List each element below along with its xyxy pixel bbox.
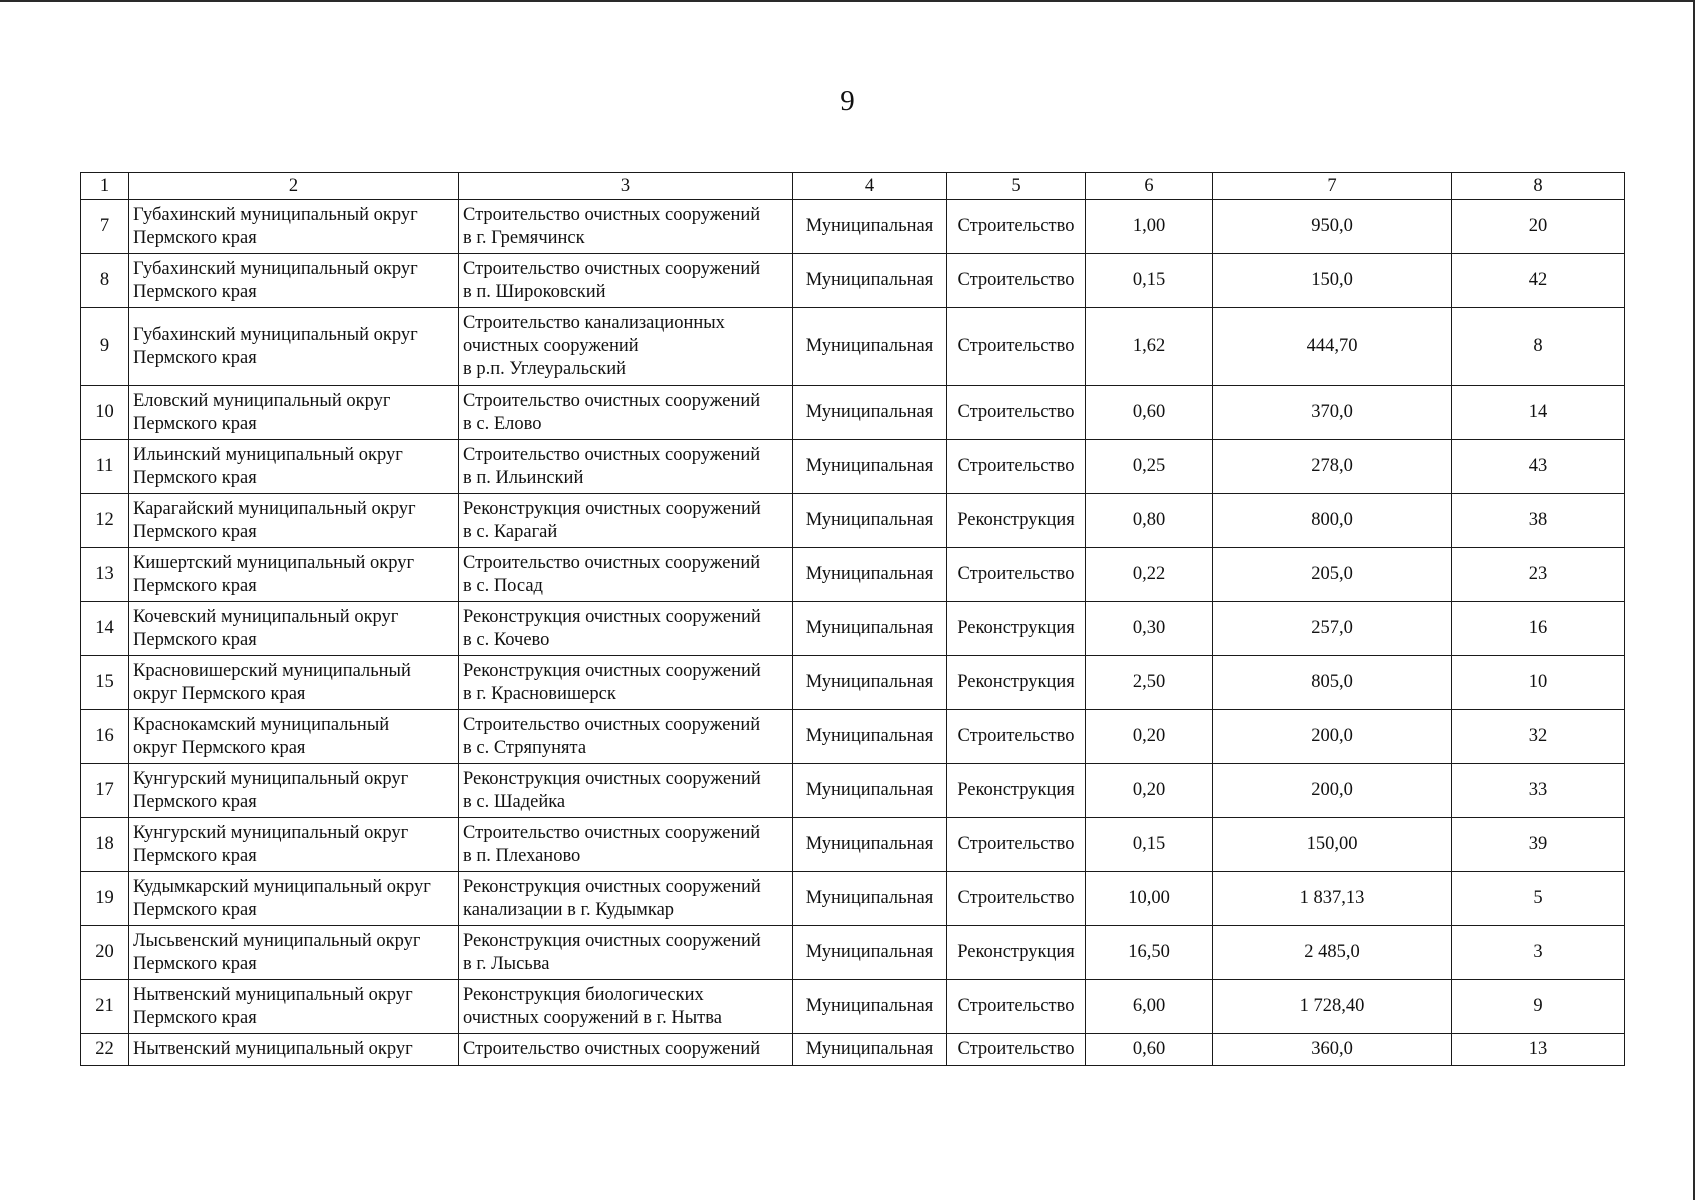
cost-cell: 1 728,40: [1213, 980, 1452, 1034]
municipality-cell-line: Нытвенский муниципальный округ: [133, 984, 413, 1005]
ownership-cell: Муниципальная: [793, 818, 947, 872]
work-type-cell: Строительство: [947, 308, 1086, 386]
ownership-cell: Муниципальная: [793, 548, 947, 602]
capacity-cell: 0,22: [1086, 548, 1213, 602]
table-row: [81, 386, 1625, 440]
row-number-cell: 16: [81, 710, 129, 764]
ownership-cell: Муниципальная: [793, 200, 947, 254]
object-cell-line: в с. Карагай: [463, 521, 558, 542]
ownership-cell: Муниципальная: [793, 1034, 947, 1066]
rank-cell: 3: [1452, 926, 1625, 980]
work-type-cell: Строительство: [947, 872, 1086, 926]
object-cell-line: в с. Елово: [463, 413, 542, 434]
municipality-cell-line: Губахинский муниципальный округ: [133, 258, 418, 279]
capacity-cell: 0,30: [1086, 602, 1213, 656]
work-type-cell: Строительство: [947, 440, 1086, 494]
municipality-cell-line: Пермского края: [133, 845, 257, 866]
object-cell: [459, 308, 793, 386]
rank-cell: 10: [1452, 656, 1625, 710]
object-cell-line: Строительство очистных сооружений: [463, 822, 761, 843]
ownership-cell: Муниципальная: [793, 980, 947, 1034]
municipality-cell-line: Пермского края: [133, 467, 257, 488]
rank-cell: 16: [1452, 602, 1625, 656]
row-number-cell: 9: [81, 308, 129, 386]
cost-cell: 200,0: [1213, 764, 1452, 818]
table-row: [81, 494, 1625, 548]
capacity-cell: 0,60: [1086, 1034, 1213, 1066]
rank-cell: 33: [1452, 764, 1625, 818]
object-cell: [459, 254, 793, 308]
table-body: [81, 200, 1625, 1066]
rank-cell: 23: [1452, 548, 1625, 602]
object-cell: [459, 980, 793, 1034]
work-type-cell: Строительство: [947, 548, 1086, 602]
rank-cell: 20: [1452, 200, 1625, 254]
table-row: [81, 872, 1625, 926]
object-cell: [459, 764, 793, 818]
object-cell-line: в г. Красновишерск: [463, 683, 616, 704]
municipality-cell-line: Пермского края: [133, 575, 257, 596]
ownership-cell: Муниципальная: [793, 764, 947, 818]
municipality-cell: [129, 818, 459, 872]
municipality-cell-line: Пермского края: [133, 953, 257, 974]
cost-cell: 205,0: [1213, 548, 1452, 602]
ownership-cell: Муниципальная: [793, 386, 947, 440]
column-header: 3: [459, 173, 793, 200]
rank-cell: 42: [1452, 254, 1625, 308]
municipality-cell: [129, 926, 459, 980]
cost-cell: 370,0: [1213, 386, 1452, 440]
municipality-cell-line: Пермского края: [133, 629, 257, 650]
capacity-cell: 0,15: [1086, 254, 1213, 308]
municipality-cell: [129, 386, 459, 440]
municipality-cell-line: Кочевский муниципальный округ: [133, 606, 399, 627]
object-cell-line: в п. Ильинский: [463, 467, 584, 488]
municipality-cell: [129, 980, 459, 1034]
row-number-cell: 11: [81, 440, 129, 494]
municipality-cell-line: Красновишерский муниципальный: [133, 660, 411, 681]
municipality-cell: [129, 602, 459, 656]
object-cell: [459, 494, 793, 548]
row-number-cell: 19: [81, 872, 129, 926]
object-cell-line: очистных сооружений: [463, 336, 639, 356]
column-header: 7: [1213, 173, 1452, 200]
row-number-cell: 12: [81, 494, 129, 548]
ownership-cell: Муниципальная: [793, 494, 947, 548]
row-number-cell: 21: [81, 980, 129, 1034]
cost-cell: 150,0: [1213, 254, 1452, 308]
row-number-cell: 18: [81, 818, 129, 872]
object-cell-line: в п. Плеханово: [463, 845, 581, 866]
work-type-cell: Реконструкция: [947, 656, 1086, 710]
municipality-cell: [129, 764, 459, 818]
municipality-cell-line: Губахинский муниципальный округ: [133, 324, 418, 345]
column-number-row: [81, 173, 1625, 200]
object-cell-line: Реконструкция очистных сооружений: [463, 930, 761, 951]
row-number-cell: 7: [81, 200, 129, 254]
capacity-cell: 10,00: [1086, 872, 1213, 926]
municipality-cell-line: Нытвенский муниципальный округ: [133, 1039, 413, 1059]
object-cell-line: Строительство очистных сооружений: [463, 204, 761, 225]
work-type-cell: Строительство: [947, 1034, 1086, 1066]
work-type-cell: Строительство: [947, 200, 1086, 254]
municipality-cell-line: Еловский муниципальный округ: [133, 390, 391, 411]
work-type-cell: Строительство: [947, 818, 1086, 872]
ownership-cell: Муниципальная: [793, 254, 947, 308]
municipality-cell-line: Пермского края: [133, 791, 257, 812]
municipality-cell: [129, 308, 459, 386]
capacity-cell: 0,15: [1086, 818, 1213, 872]
scan-edge-top: [0, 0, 1695, 2]
cost-cell: 805,0: [1213, 656, 1452, 710]
object-cell-line: Реконструкция очистных сооружений: [463, 768, 761, 789]
rank-cell: 13: [1452, 1034, 1625, 1066]
municipality-cell: [129, 254, 459, 308]
facilities-table: [80, 172, 1625, 1066]
object-cell-line: Строительство очистных сооружений: [463, 390, 761, 411]
work-type-cell: Реконструкция: [947, 494, 1086, 548]
table-row: [81, 980, 1625, 1034]
row-number-cell: 8: [81, 254, 129, 308]
capacity-cell: 1,62: [1086, 308, 1213, 386]
capacity-cell: 6,00: [1086, 980, 1213, 1034]
rank-cell: 32: [1452, 710, 1625, 764]
work-type-cell: Реконструкция: [947, 764, 1086, 818]
municipality-cell-line: Карагайский муниципальный округ: [133, 498, 416, 519]
ownership-cell: Муниципальная: [793, 308, 947, 386]
ownership-cell: Муниципальная: [793, 710, 947, 764]
object-cell-line: Реконструкция очистных сооружений: [463, 876, 761, 897]
table-row: [81, 710, 1625, 764]
object-cell-line: в с. Стряпунята: [463, 737, 587, 758]
municipality-cell: [129, 656, 459, 710]
object-cell: [459, 656, 793, 710]
object-cell-line: в г. Лысьва: [463, 953, 550, 974]
municipality-cell: [129, 548, 459, 602]
work-type-cell: Строительство: [947, 386, 1086, 440]
municipality-cell-line: Ильинский муниципальный округ: [133, 444, 403, 465]
column-header: 6: [1086, 173, 1213, 200]
municipality-cell-line: округ Пермского края: [133, 683, 306, 704]
municipality-cell-line: Пермского края: [133, 281, 257, 302]
capacity-cell: 0,60: [1086, 386, 1213, 440]
cost-cell: 950,0: [1213, 200, 1452, 254]
row-number-cell: 13: [81, 548, 129, 602]
object-cell-line: в г. Гремячинск: [463, 227, 585, 248]
municipality-cell-line: Краснокамский муниципальный: [133, 714, 390, 735]
page-number: 9: [840, 85, 855, 117]
capacity-cell: 2,50: [1086, 656, 1213, 710]
object-cell-line: Строительство очистных сооружений: [463, 714, 761, 735]
municipality-cell-line: Пермского края: [133, 227, 257, 248]
cost-cell: 278,0: [1213, 440, 1452, 494]
object-cell: [459, 1034, 793, 1066]
rank-cell: 8: [1452, 308, 1625, 386]
ownership-cell: Муниципальная: [793, 602, 947, 656]
rank-cell: 5: [1452, 872, 1625, 926]
table-row: [81, 548, 1625, 602]
cost-cell: 2 485,0: [1213, 926, 1452, 980]
work-type-cell: Строительство: [947, 254, 1086, 308]
table-row: [81, 254, 1625, 308]
municipality-cell: [129, 1034, 459, 1066]
municipality-cell-line: Пермского края: [133, 347, 257, 368]
object-cell-line: в с. Кочево: [463, 629, 550, 650]
work-type-cell: Реконструкция: [947, 926, 1086, 980]
object-cell-line: Реконструкция очистных сооружений: [463, 606, 761, 627]
cost-cell: 800,0: [1213, 494, 1452, 548]
table-row: [81, 764, 1625, 818]
capacity-cell: 0,25: [1086, 440, 1213, 494]
table-row: [81, 602, 1625, 656]
object-cell-line: Строительство очистных сооружений: [463, 444, 761, 465]
row-number-cell: 14: [81, 602, 129, 656]
table-row: [81, 1034, 1625, 1066]
cost-cell: 150,00: [1213, 818, 1452, 872]
object-cell: [459, 602, 793, 656]
table-row: [81, 656, 1625, 710]
object-cell-line: в р.п. Углеуральский: [463, 359, 627, 379]
object-cell: [459, 440, 793, 494]
object-cell-line: очистных сооружений в г. Нытва: [463, 1007, 722, 1028]
work-type-cell: Строительство: [947, 980, 1086, 1034]
ownership-cell: Муниципальная: [793, 656, 947, 710]
municipality-cell-line: Лысьвенский муниципальный округ: [133, 930, 421, 951]
municipality-cell: [129, 710, 459, 764]
object-cell-line: в п. Широковский: [463, 281, 606, 302]
table-row: [81, 926, 1625, 980]
municipality-cell-line: Губахинский муниципальный округ: [133, 204, 418, 225]
cost-cell: 257,0: [1213, 602, 1452, 656]
object-cell-line: Строительство очистных сооружений: [463, 552, 761, 573]
rank-cell: 14: [1452, 386, 1625, 440]
row-number-cell: 22: [81, 1034, 129, 1066]
municipality-cell: [129, 200, 459, 254]
municipality-cell-line: Кунгурский муниципальный округ: [133, 822, 409, 843]
municipality-cell-line: округ Пермского края: [133, 737, 306, 758]
object-cell-line: Реконструкция биологических: [463, 984, 704, 1005]
object-cell-line: в с. Посад: [463, 575, 543, 596]
object-cell-line: Строительство очистных сооружений: [463, 1039, 761, 1059]
object-cell-line: Реконструкция очистных сооружений: [463, 498, 761, 519]
column-header: 4: [793, 173, 947, 200]
row-number-cell: 20: [81, 926, 129, 980]
object-cell-line: Строительство канализационных: [463, 313, 725, 333]
rank-cell: 9: [1452, 980, 1625, 1034]
work-type-cell: Строительство: [947, 710, 1086, 764]
object-cell-line: канализации в г. Кудымкар: [463, 899, 675, 920]
row-number-cell: 10: [81, 386, 129, 440]
column-header: 2: [129, 173, 459, 200]
capacity-cell: 16,50: [1086, 926, 1213, 980]
column-header: 1: [81, 173, 129, 200]
ownership-cell: Муниципальная: [793, 872, 947, 926]
rank-cell: 39: [1452, 818, 1625, 872]
object-cell: [459, 710, 793, 764]
municipality-cell-line: Кунгурский муниципальный округ: [133, 768, 409, 789]
work-type-cell: Реконструкция: [947, 602, 1086, 656]
capacity-cell: 0,80: [1086, 494, 1213, 548]
object-cell: [459, 386, 793, 440]
capacity-cell: 0,20: [1086, 710, 1213, 764]
capacity-cell: 0,20: [1086, 764, 1213, 818]
column-header: 5: [947, 173, 1086, 200]
object-cell-line: в с. Шадейка: [463, 791, 566, 812]
capacity-cell: 1,00: [1086, 200, 1213, 254]
municipality-cell: [129, 872, 459, 926]
municipality-cell-line: Кудымкарский муниципальный округ: [133, 876, 431, 897]
municipality-cell: [129, 440, 459, 494]
municipality-cell-line: Пермского края: [133, 521, 257, 542]
municipality-cell-line: Пермского края: [133, 413, 257, 434]
object-cell: [459, 818, 793, 872]
ownership-cell: Муниципальная: [793, 926, 947, 980]
object-cell: [459, 872, 793, 926]
municipality-cell-line: Кишертский муниципальный округ: [133, 552, 415, 573]
row-number-cell: 15: [81, 656, 129, 710]
table-row: [81, 200, 1625, 254]
column-header: 8: [1452, 173, 1625, 200]
rank-cell: 43: [1452, 440, 1625, 494]
row-number-cell: 17: [81, 764, 129, 818]
cost-cell: 444,70: [1213, 308, 1452, 386]
cost-cell: 1 837,13: [1213, 872, 1452, 926]
municipality-cell-line: Пермского края: [133, 899, 257, 920]
object-cell: [459, 926, 793, 980]
ownership-cell: Муниципальная: [793, 440, 947, 494]
rank-cell: 38: [1452, 494, 1625, 548]
object-cell-line: Реконструкция очистных сооружений: [463, 660, 761, 681]
table-row: [81, 818, 1625, 872]
municipality-cell: [129, 494, 459, 548]
table-row: [81, 440, 1625, 494]
table-row: [81, 308, 1625, 386]
cost-cell: 200,0: [1213, 710, 1452, 764]
object-cell-line: Строительство очистных сооружений: [463, 258, 761, 279]
object-cell: [459, 548, 793, 602]
cost-cell: 360,0: [1213, 1034, 1452, 1066]
object-cell: [459, 200, 793, 254]
municipality-cell-line: Пермского края: [133, 1007, 257, 1028]
